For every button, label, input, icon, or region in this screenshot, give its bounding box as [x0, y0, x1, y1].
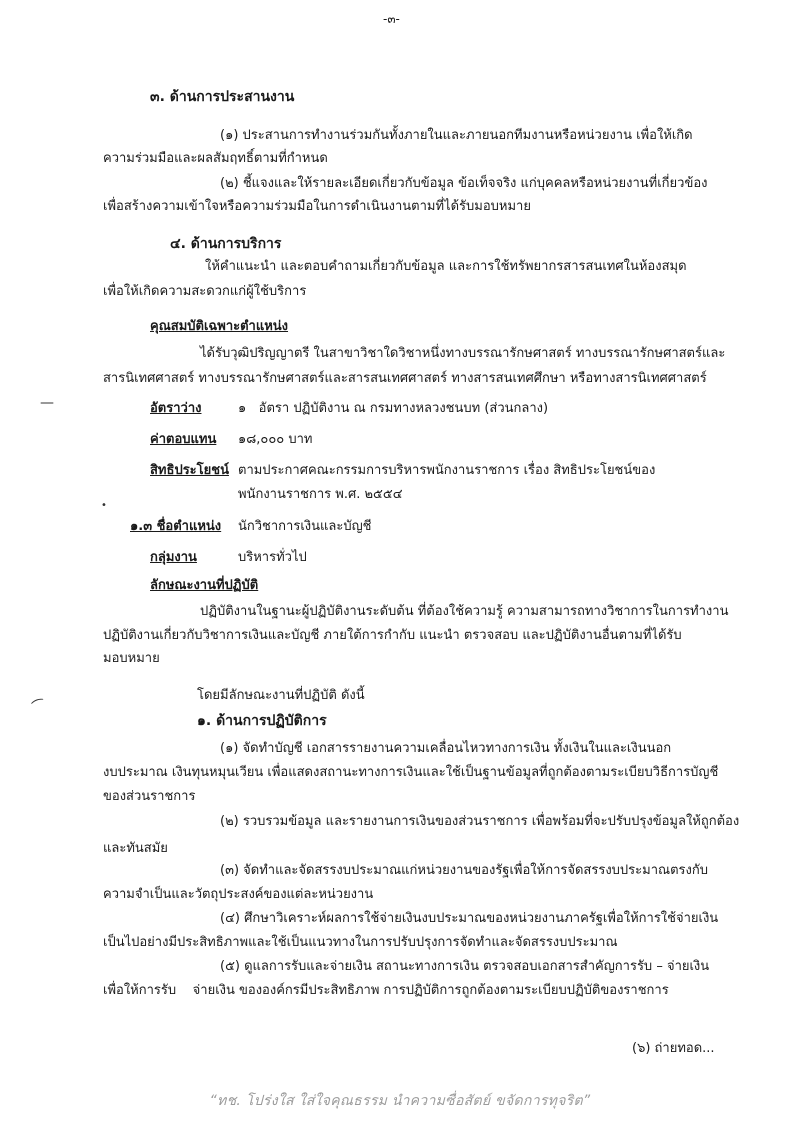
vacancy-label: อัตราว่าง: [150, 401, 202, 416]
work-group-value: บริหารทั่วไป: [238, 550, 307, 565]
ops-item-4-line1: (๔) ศึกษาวิเคราะห์ผลการใช้จ่ายเงินงบประมาณของหน่วยงานภาครัฐเพื่อให้การใช้จ่ายเงิน: [220, 911, 719, 926]
benefits-label: สิทธิประโยชน์: [150, 463, 229, 478]
vacancy-value: ๑ อัตรา ปฏิบัติงาน ณ กรมทางหลวงชนบท (ส่วนกลาง): [238, 401, 549, 416]
section3-item2-line1: (๒) ชี้แจงและให้รายละเอียดเกี่ยวกับข้อมูล ข้อเท็จจริง แก่บุคคลหรือหน่วยงานที่เกี่ยวข้อง: [220, 176, 708, 191]
duties-line2: ปฏิบัติงานเกี่ยวกับวิชาการเงินและบัญชี ภายใต้การกำกับ แนะนำ ตรวจสอบ และปฏิบัติงานอื่นตามที่ได้รับ: [103, 628, 682, 643]
section4-line2: เพื่อให้เกิดความสะดวกแก่ผู้ใช้บริการ: [103, 284, 307, 299]
benefits-line1: ตามประกาศคณะกรรมการบริหารพนักงานราชการ เรื่อง สิทธิประโยชน์ของ: [238, 463, 656, 478]
ops-item-4-line2: เป็นไปอย่างมีประสิทธิภาพและใช้เป็นแนวทางในการปรับปรุงการจัดทำและจัดสรรงบประมาณ: [103, 935, 618, 950]
ops-item-2-line2: และทันสมัย: [103, 841, 168, 856]
scan-mark-dash: —: [40, 395, 54, 411]
ops-item-2-line1: (๒) รวบรวมข้อมูล และรายงานการเงินของส่วนราชการ เพื่อพร้อมที่จะปรับปรุงข้อมูลให้ถูกต้อง: [220, 814, 740, 829]
qualifications-heading: คุณสมบัติเฉพาะตำแหน่ง: [150, 319, 289, 334]
page-number: -๓-: [383, 12, 400, 26]
ops-item-1-line3: ของส่วนราชการ: [103, 789, 196, 804]
scan-mark-curve: ⁀: [31, 698, 48, 718]
section3-item1-line2: ความร่วมมือและผลสัมฤทธิ์ตามที่กำหนด: [103, 151, 328, 166]
ops-item-3-line1: (๓) จัดทำและจัดสรรงบประมาณแก่หน่วยงานของรัฐเพื่อให้การจัดสรรงบประมาณตรงกับ: [220, 863, 708, 878]
section3-item2-line2: เพื่อสร้างความเข้าใจหรือความร่วมมือในการดำเนินงานตามที่ได้รับมอบหมาย: [103, 199, 531, 214]
ops-item-3-line2: ความจำเป็นและวัตถุประสงค์ของแต่ละหน่วยงาน: [103, 887, 374, 902]
qualifications-line1: ได้รับวุฒิปริญญาตรี ในสาขาวิชาใดวิชาหนึ่งทางบรรณารักษศาสตร์ ทางบรรณารักษศาสตร์และ: [200, 346, 726, 361]
position-title-value: นักวิชาการเงินและบัญชี: [238, 519, 372, 534]
benefits-line2: พนักงานราชการ พ.ศ. ๒๕๕๔: [238, 487, 403, 502]
operations-heading: ๑. ด้านการปฏิบัติการ: [197, 713, 327, 729]
work-group-label: กลุ่มงาน: [150, 550, 197, 565]
section4-heading: ๔. ด้านการบริการ: [170, 236, 282, 252]
duties-heading: ลักษณะงานที่ปฏิบัติ: [150, 578, 259, 593]
salary-label: ค่าตอบแทน: [150, 432, 217, 447]
section4-line1: ให้คำแนะนำ และตอบคำถามเกี่ยวกับข้อมูล และการใช้ทรัพยากรสารสนเทศในห้องสมุด: [205, 259, 687, 274]
duties-line1: ปฏิบัติงานในฐานะผู้ปฏิบัติงานระดับต้น ที่ต้องใช้ความรู้ ความสามารถทางวิชาการในการทำงาน: [200, 604, 729, 619]
duties-intro: โดยมีลักษณะงานที่ปฏิบัติ ดังนี้: [197, 688, 365, 703]
section3-heading: ๓. ด้านการประสานงาน: [150, 89, 295, 105]
qualifications-line2: สารนิเทศศาสตร์ ทางบรรณารักษศาสตร์และสารสนเทศศาสตร์ ทางสารสนเทศศึกษา หรือทางสารนิเทศศาสตร์: [103, 371, 707, 386]
footer-motto: “ทช. โปร่งใส ใส่ใจคุณธรรม นำความซื่อสัตย์ ขจัดการทุจริต”: [209, 1093, 591, 1109]
scan-mark-dot: •: [101, 500, 107, 511]
ops-item-5-line2: เพื่อให้การรับ จ่ายเงิน ขององค์กรมีประสิทธิภาพ การปฏิบัติการถูกต้องตามระเบียบปฏิบัติของราชการ: [103, 983, 669, 998]
section3-item1-line1: (๑) ประสานการทำงานร่วมกันทั้งภายในและภายนอกทีมงานหรือหน่วยงาน เพื่อให้เกิด: [220, 128, 693, 143]
ops-item-1-line2: งบประมาณ เงินทุนหมุนเวียน เพื่อแสดงสถานะทางการเงินและใช้เป็นฐานข้อมูลที่ถูกต้องตามระเบียบวิธีการบัญชี: [103, 765, 719, 780]
duties-line3: มอบหมาย: [103, 651, 160, 666]
ops-item-5-line1: (๕) ดูแลการรับและจ่ายเงิน สถานะทางการเงิน ตรวจสอบเอกสารสำคัญการรับ – จ่ายเงิน: [220, 959, 710, 974]
continuation-text: (๖) ถ่ายทอด...: [632, 1041, 715, 1056]
position-title-label: ๑.๓ ชื่อตำแหน่ง: [130, 519, 222, 534]
salary-value: ๑๘,๐๐๐ บาท: [238, 432, 313, 447]
ops-item-1-line1: (๑) จัดทำบัญชี เอกสารรายงานความเคลื่อนไหวทางการเงิน ทั้งเงินในและเงินนอก: [220, 741, 672, 756]
